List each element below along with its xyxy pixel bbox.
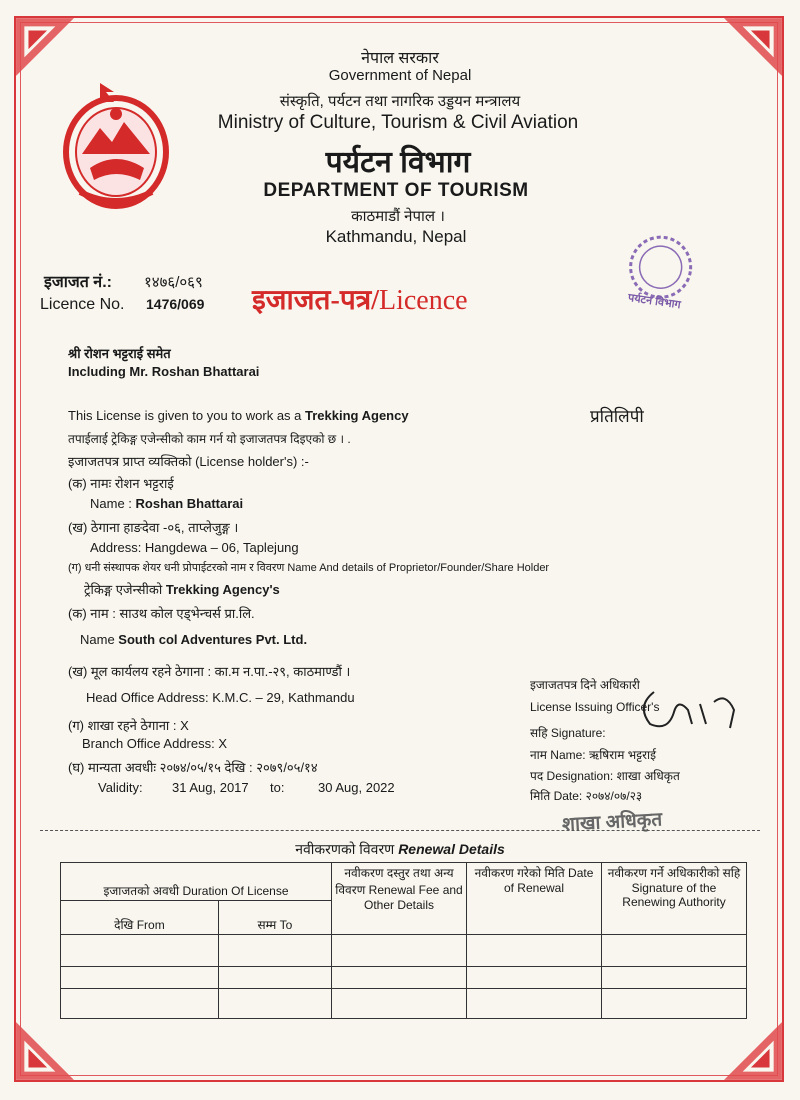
gov-np: नेपाल सरकार xyxy=(361,50,439,67)
holder-name-np: (क) नामः रोशन भट्टराई xyxy=(68,476,174,491)
col-fee: नवीकरण दस्तुर तथा अन्य विवरण Renewal Fee and Other Details xyxy=(332,863,467,935)
officer-stamp: शाखा अधिकृत xyxy=(561,809,663,836)
officer-name: नाम Name: ऋषिराम भट्टराई xyxy=(530,748,656,762)
dept-en: DEPARTMENT OF TOURISM xyxy=(263,180,529,201)
department-seal xyxy=(611,227,705,345)
holder-en: Including Mr. Roshan Bhattarai xyxy=(68,364,260,379)
renewal-table xyxy=(60,862,747,1019)
licence-no-label-en: Licence No. xyxy=(40,296,125,313)
licence-no-label-np: इजाजत नं.: xyxy=(44,274,112,291)
corner-ornament-bottom-right xyxy=(722,1020,784,1082)
col-from: देखि From xyxy=(61,901,219,935)
gov-en: Government of Nepal xyxy=(328,67,472,84)
col-date: नवीकरण गरेको मिति Date of Renewal xyxy=(467,863,602,935)
branch-np: (ग) शाखा रहने ठेगाना : X xyxy=(68,718,189,733)
renewal-title-en: Renewal Details xyxy=(398,841,505,857)
col-duration: इजाजतको अवधी Duration Of License xyxy=(61,863,332,901)
validity-np: (घ) मान्यता अवधीः २०७४/०५/१५ देखि : २०७९/०५/१४ xyxy=(68,760,318,775)
licence-no-value-en: 1476/069 xyxy=(146,296,205,312)
corner-ornament-top-right xyxy=(722,16,784,78)
licence-title xyxy=(252,280,468,318)
copy-mark: प्रतिलिपी xyxy=(590,407,644,426)
seal-text: पर्यटन विभाग xyxy=(627,292,682,312)
validity-label: Validity: xyxy=(98,780,143,795)
licence-title-np: इजाजत-पत्र/ xyxy=(252,285,379,316)
holder-name-value: Roshan Bhattarai xyxy=(135,496,244,511)
corner-ornament-bottom-left xyxy=(14,1020,76,1082)
renewal-divider xyxy=(40,830,760,831)
body-line1 xyxy=(68,408,409,423)
col-signature: नवीकरण गर्ने अधिकारीको सहि Signature of the Renewing Authority xyxy=(602,863,747,935)
body-line2: तपाईलाई ट्रेकिङ्ग एजेन्सीको काम गर्न यो इजाजतपत्र दिइएको छ । . xyxy=(68,432,351,446)
officer-heading-en: License Issuing Officer's xyxy=(530,700,660,714)
ministry-np: संस्कृति, पर्यटन तथा नागरिक उड्डयन मन्त्रालय xyxy=(279,93,521,110)
dept-np: पर्यटन विभाग xyxy=(325,146,471,179)
city-np: काठमाडौं नेपाल । xyxy=(351,208,445,225)
head-office-np: (ख) मूल कार्यलय रहने ठेगाना : का.म न.पा.-२९, काठमाण्डौं । xyxy=(68,664,351,679)
holder-np: श्री रोशन भट्टराई समेत xyxy=(68,346,171,361)
table-row xyxy=(61,989,747,1019)
officer-date: मिति Date: २०७४/०७/२३ xyxy=(530,789,643,803)
holder-name-label: Name : xyxy=(90,496,136,511)
owner-details-line: (ग) धनी संस्थापक शेयर धनी प्रोपाईटरको नाम र विवरण Name And details of Proprietor/Founder/Share Holder xyxy=(68,562,550,574)
agency-np: ट्रेकिङ्ग एजेन्सीको xyxy=(84,582,166,597)
holder-name-en xyxy=(90,496,243,511)
table-row xyxy=(61,935,747,967)
holder-address-en: Address: Hangdewa – 06, Taplejung xyxy=(90,540,299,555)
flag-icon xyxy=(98,82,116,104)
officer-designation: पद Designation: शाखा अधिकृत xyxy=(530,769,680,783)
agency-en: Trekking Agency's xyxy=(165,582,280,597)
company-name-en xyxy=(80,632,307,647)
company-name-label: Name xyxy=(80,632,119,647)
renewal-title-np: नवीकरणको विवरण xyxy=(295,841,399,857)
company-name-value: South col Adventures Pvt. Ltd. xyxy=(118,632,308,647)
city-en: Kathmandu, Nepal xyxy=(325,227,467,246)
officer-signature: सहि Signature: xyxy=(530,726,606,740)
company-name-np: (क) नाम : साउथ कोल एड्भेन्चर्स प्रा.लि. xyxy=(68,606,255,621)
nepal-emblem-icon xyxy=(60,92,172,210)
body-line1-text: This License is given to you to work as a xyxy=(68,408,306,423)
ministry-en: Ministry of Culture, Tourism & Civil Aviation xyxy=(217,112,579,133)
licence-no-value-np: १४७६/०६९ xyxy=(144,274,203,291)
body-line3: इजाजतपत्र प्राप्त व्यक्तिको (License holder's) :- xyxy=(68,454,309,469)
agency-line xyxy=(84,580,280,598)
renewal-title xyxy=(295,840,505,859)
col-to: सम्म To xyxy=(218,901,331,935)
branch-en: Branch Office Address: X xyxy=(82,736,227,751)
head-office-en: Head Office Address: K.M.C. – 29, Kathmandu xyxy=(86,690,355,705)
table-row xyxy=(61,967,747,989)
validity-to: 30 Aug, 2022 xyxy=(318,780,395,795)
validity-from: 31 Aug, 2017 xyxy=(172,780,249,795)
agency-type: Trekking Agency xyxy=(305,408,409,423)
licence-title-en: Licence xyxy=(378,285,468,316)
validity-to-label: to: xyxy=(270,780,285,795)
holder-address-np: (ख) ठेगाना हाङदेवा -०६, ताप्लेजुङ्ग । xyxy=(68,520,239,535)
officer-heading-np: इजाजतपत्र दिने अधिकारी xyxy=(530,678,640,692)
officer-signature-mark xyxy=(630,684,740,736)
corner-ornament-top-left xyxy=(14,16,76,78)
